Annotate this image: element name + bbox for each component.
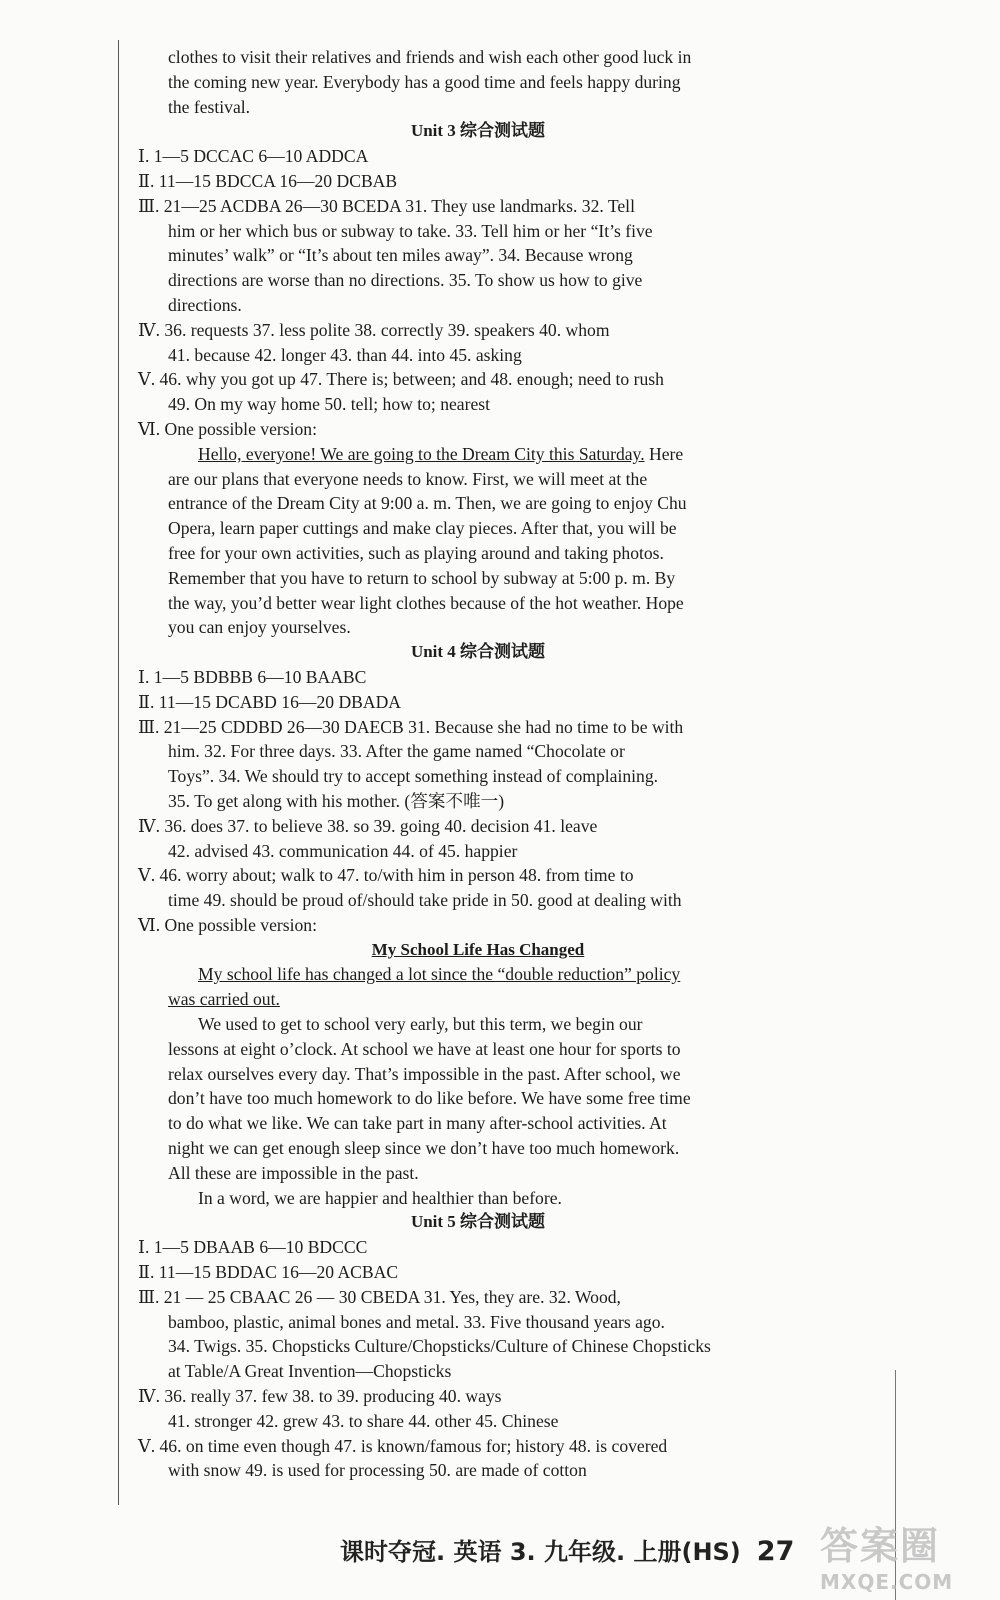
unit4-section-V: Ⅴ. 46. worry about; walk to 47. to/with him in person 48. from time to — [138, 865, 634, 886]
unit4-essay-line: don’t have too much homework to do like before. We have some free time — [168, 1088, 691, 1109]
page-footer — [340, 1532, 794, 1567]
unit4-essay-line: night we can get enough sleep since we don’t have too much homework. — [168, 1138, 680, 1159]
unit4-section-V: time 49. should be proud of/should take pride in 50. good at dealing with — [168, 890, 682, 911]
unit4-essay-line: We used to get to school very early, but this term, we begin our — [198, 1014, 643, 1035]
unit4-essay-line: to do what we like. We can take part in many after-school activities. At — [168, 1113, 667, 1134]
unit3-section-II: Ⅱ. 11—15 BDCCA 16—20 DCBAB — [138, 170, 398, 191]
unit4-essay-line: In a word, we are happier and healthier than before. — [198, 1187, 562, 1208]
unit5-section-IV: Ⅳ. 36. really 37. few 38. to 39. producing 40. ways — [138, 1386, 502, 1407]
unit4-essay-line: relax ourselves every day. That’s impossible in the past. After school, we — [168, 1063, 681, 1084]
unit4-essay-topic-sentence: was carried out. — [168, 989, 280, 1010]
intro-line: the coming new year. Everybody has a good time and feels happy during — [168, 71, 681, 92]
intro-line: clothes to visit their relatives and friends and wish each other good luck in — [168, 47, 692, 67]
intro-line: the festival. — [168, 96, 251, 117]
page-number: 27 — [756, 1536, 795, 1567]
unit3-essay-topic-sentence: Hello, everyone! We are going to the Dream City this Saturday. — [198, 443, 645, 464]
watermark-text: 答案圈 — [820, 1524, 941, 1568]
unit5-section-III: 34. Twigs. 35. Chopsticks Culture/Chopsticks/Culture of Chinese Chopsticks — [168, 1336, 711, 1357]
unit3-section-V: 49. On my way home 50. tell; how to; nearest — [168, 394, 491, 415]
unit3-essay-line: free for your own activities, such as playing around and taking photos. — [168, 542, 664, 563]
unit4-section-II: Ⅱ. 11—15 DCABD 16—20 DBADA — [138, 691, 402, 712]
unit5-section-V: Ⅴ. 46. on time even though 47. is known/famous for; history 48. is covered — [138, 1435, 668, 1456]
unit3-section-III: minutes’ walk” or “It’s about ten miles away”. 34. Because wrong — [168, 245, 633, 266]
book-title: 课时夺冠. 英语 3. 九年级. 上册(HS) — [340, 1538, 741, 1566]
unit3-section-IV: 41. because 42. longer 43. than 44. into 45. asking — [168, 344, 522, 365]
unit4-essay-line — [138, 962, 818, 987]
unit4-essay-title: My School Life Has Changed — [371, 939, 585, 959]
unit4-section-IV: Ⅳ. 36. does 37. to believe 38. so 39. going 40. decision 41. leave — [138, 815, 598, 836]
unit5-section-III: Ⅲ. 21 — 25 CBAAC 26 — 30 CBEDA 31. Yes, they are. 32. Wood, — [138, 1286, 621, 1307]
unit3-section-III: him or her which bus or subway to take. 33. Tell him or her “It’s five — [168, 220, 653, 241]
unit3-essay-line: entrance of the Dream City at 9:00 a. m. Then, we are going to enjoy Chu — [168, 493, 687, 514]
unit4-title: Unit 4 综合测试题 — [410, 642, 546, 662]
unit4-section-VI-label: Ⅵ. One possible version: — [138, 914, 317, 935]
unit3-section-III: directions. — [168, 294, 242, 315]
unit5-section-III: at Table/A Great Invention—Chopsticks — [168, 1361, 452, 1382]
unit3-essay-line — [138, 442, 818, 467]
unit4-essay-line — [138, 987, 818, 1012]
unit3-essay-line: you can enjoy yourselves. — [168, 617, 351, 638]
unit3-section-VI-label: Ⅵ. One possible version: — [138, 418, 317, 439]
unit3-essay-line: are our plans that everyone needs to know. First, we will meet at the — [168, 468, 648, 489]
unit5-title: Unit 5 综合测试题 — [410, 1212, 546, 1232]
unit3-essay-text: Here — [644, 443, 684, 464]
unit4-essay-line: All these are impossible in the past. — [168, 1162, 419, 1183]
unit4-section-IV: 42. advised 43. communication 44. of 45. happier — [168, 840, 518, 861]
unit5-section-II: Ⅱ. 11—15 BDDAC 16—20 ACBAC — [138, 1262, 399, 1283]
unit5-section-I: Ⅰ. 1—5 DBAAB 6—10 BDCCC — [138, 1237, 368, 1258]
unit4-section-III: Ⅲ. 21—25 CDDBD 26—30 DAECB 31. Because she had no time to be with — [138, 716, 684, 737]
watermark-logo — [820, 1515, 985, 1595]
unit3-section-I: Ⅰ. 1—5 DCCAC 6—10 ADDCA — [138, 146, 369, 167]
unit4-essay-topic-sentence: My school life has changed a lot since the “double reduction” policy — [198, 964, 681, 985]
unit5-section-V: with snow 49. is used for processing 50. are made of cotton — [168, 1460, 587, 1481]
unit3-essay-line: the way, you’d better wear light clothes because of the hot weather. Hope — [168, 592, 684, 613]
unit3-title: Unit 3 综合测试题 — [410, 121, 546, 141]
unit4-section-III: Toys”. 34. We should try to accept something instead of complaining. — [168, 766, 659, 787]
unit3-section-V: Ⅴ. 46. why you got up 47. There is; between; and 48. enough; need to rush — [138, 369, 664, 390]
unit4-section-III: him. 32. For three days. 33. After the game named “Chocolate or — [168, 741, 625, 762]
unit4-section-I: Ⅰ. 1—5 BDBBB 6—10 BAABC — [138, 666, 367, 687]
unit3-essay-line: Opera, learn paper cuttings and make clay pieces. After that, you will be — [168, 518, 677, 539]
unit3-section-III: Ⅲ. 21—25 ACDBA 26—30 BCEDA 31. They use landmarks. 32. Tell — [138, 195, 635, 216]
unit3-section-III: directions are worse than no directions. 35. To show us how to give — [168, 270, 643, 291]
watermark-url: MXQE.COM — [820, 1570, 954, 1594]
unit3-section-IV: Ⅳ. 36. requests 37. less polite 38. correctly 39. speakers 40. whom — [138, 319, 610, 340]
unit5-section-III: bamboo, plastic, animal bones and metal. 33. Five thousand years ago. — [168, 1311, 665, 1332]
answer-key-page — [138, 45, 818, 1483]
left-margin-rule — [118, 40, 119, 1505]
unit5-section-IV: 41. stronger 42. grew 43. to share 44. other 45. Chinese — [168, 1410, 559, 1431]
unit3-essay-line: Remember that you have to return to school by subway at 5:00 p. m. By — [168, 567, 676, 588]
unit4-section-III: 35. To get along with his mother. (答案不唯一) — [168, 790, 505, 811]
unit4-essay-line: lessons at eight o’clock. At school we have at least one hour for sports to — [168, 1038, 681, 1059]
